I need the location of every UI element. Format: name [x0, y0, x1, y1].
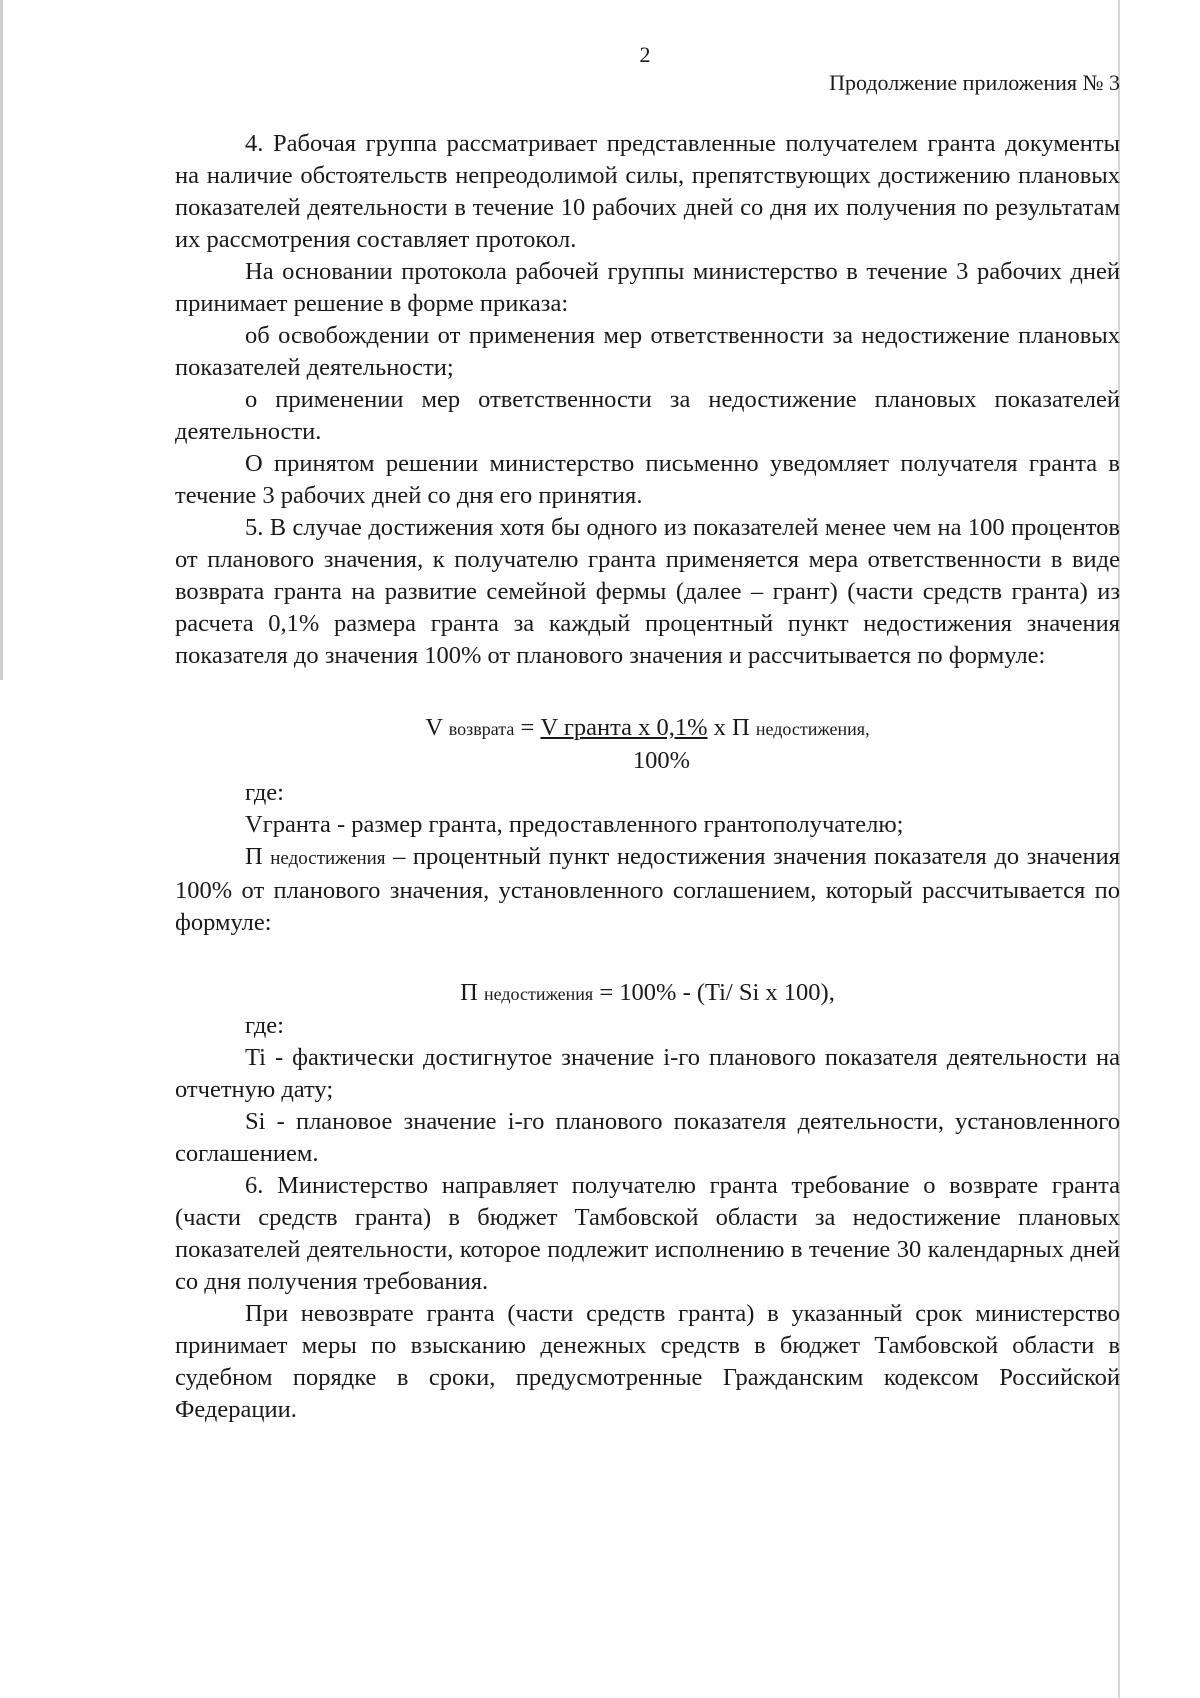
- where-label-1: где:: [245, 779, 284, 806]
- formula-shortfall-lhs-sub: недостижения: [484, 984, 594, 1004]
- definition-p-sub: недостижения: [270, 848, 386, 869]
- document-body: [175, 128, 1120, 1426]
- formula-shortfall: [175, 977, 1120, 1010]
- definition-p-symbol: П: [245, 843, 263, 870]
- formula-shortfall-lhs: П: [460, 979, 478, 1006]
- definition-vgranta-symbol: Vгранта: [245, 811, 331, 838]
- definition-vgranta: [175, 809, 1120, 841]
- definition-p-text: – процентный пункт недостижения значения показателя до значения 100% от планового значения, установленного соглашением, который рассчитывается по формуле:: [175, 843, 1120, 936]
- formula-refund-times: х П: [707, 714, 750, 741]
- paragraph-application: о применении мер ответственности за недостижение плановых показателей деятельности.: [175, 386, 1120, 445]
- definition-vgranta-text: - размер гранта, предоставленного грантополучателю;: [330, 811, 904, 838]
- formula-refund-numerator: V гранта х 0,1%: [540, 714, 708, 741]
- formula-refund: [175, 712, 1120, 777]
- paragraph-6: 6. Министерство направляет получателю гранта требование о возврате гранта (части средств гранта) в бюджет Тамбовской области за недостижение плановых показателей деятельности, которое подлежит исполнению в течение 30 календарных дней со дня получения требования.: [175, 1172, 1120, 1295]
- formula-refund-lhs: V: [425, 714, 443, 741]
- appendix-header: Продолжение приложения № 3: [829, 70, 1120, 95]
- scan-edge-left: [0, 0, 3, 680]
- formula-refund-lhs-sub: возврата: [448, 719, 515, 739]
- where-label-2: где:: [245, 1012, 284, 1039]
- paragraph-non-return: При невозврате гранта (части средств гранта) в указанный срок министерство принимает меры по взысканию денежных средств в бюджет Тамбовской области в судебном порядке в сроки, предусмотренные Гражданским кодексом Российской Федерации.: [175, 1300, 1120, 1423]
- formula-refund-line: [175, 712, 1120, 745]
- paragraph-protocol-decision: На основании протокола рабочей группы министерство в течение 3 рабочих дней принимает решение в форме приказа:: [175, 258, 1120, 317]
- paragraph-4: 4. Рабочая группа рассматривает представленные получателем гранта документы на наличие обстоятельств непреодолимой силы, препятствующих достижению плановых показателей деятельности в течение 10 рабочих дней со дня их получения по результатам их рассмотрения составляет протокол.: [175, 130, 1120, 253]
- definition-ti: Ti - фактически достигнутое значение i-го планового показателя деятельности на отчетную дату;: [175, 1044, 1120, 1103]
- formula-refund-equals: =: [514, 714, 541, 741]
- paragraph-5: 5. В случае достижения хотя бы одного из показателей менее чем на 100 процентов от планового значения, к получателю гранта применяется мера ответственности в виде возврата гранта на развитие семейной фермы (далее – грант) (части средств гранта) из расчета 0,1% размера гранта за каждый процентный пункт недостижения значения показателя до значения 100% от планового значения и рассчитывается по формуле:: [175, 514, 1120, 669]
- definition-si: Si - плановое значение i-го планового показателя деятельности, установленного соглашением.: [175, 1108, 1120, 1167]
- formula-refund-denominator: 100%: [632, 747, 691, 774]
- page-number: 2: [639, 42, 651, 67]
- paragraph-notification: О принятом решении министерство письменно уведомляет получателя гранта в течение 3 рабочих дней со дня его принятия.: [175, 450, 1120, 509]
- formula-shortfall-rhs: = 100% - (Ti/ Si х 100),: [593, 979, 835, 1006]
- formula-refund-rhs-sub: недостижения,: [755, 719, 870, 739]
- paragraph-exemption: об освобождении от применения мер ответственности за недостижение плановых показателей деятельности;: [175, 322, 1120, 381]
- definition-p: [175, 841, 1120, 939]
